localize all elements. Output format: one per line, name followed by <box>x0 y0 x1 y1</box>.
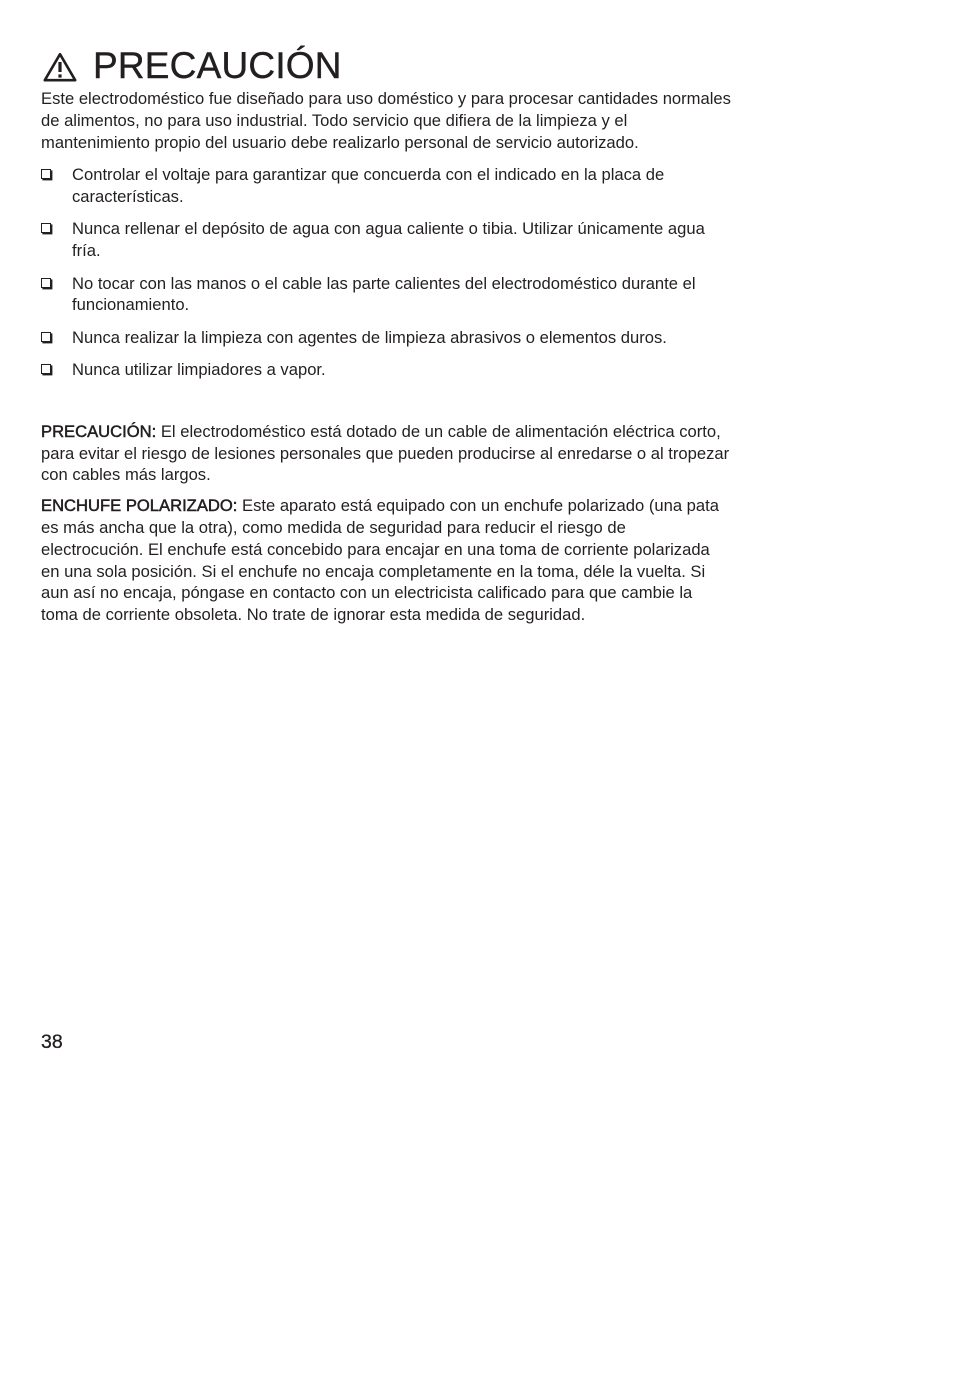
warning-triangle-icon <box>43 52 77 82</box>
page-title: PRECAUCIÓN <box>93 45 342 86</box>
section-header <box>41 44 731 88</box>
polarized-plug-label: ENCHUFE POLARIZADO: <box>41 496 238 516</box>
polarized-plug-text: Este aparato está equipado con un enchufe polarizado (una pata es más ancha que la otra), como medida de seguridad para reducir el riesgo de electrocución. El enchufe está concebido para encajar en una toma de corriente polarizada en una sola posición. Si el enchufe no encaja completamente en la toma, déle la vuelta. Si aun así no encaja, póngase en contacto con un electricista calificado para que cambie la toma de corriente obsoleta. No trate de ignorar esta medida de seguridad. <box>41 496 719 625</box>
list-item <box>41 359 731 381</box>
list-item <box>41 273 731 317</box>
precaution-list <box>41 164 731 380</box>
page-content <box>41 44 731 626</box>
polarized-plug-note <box>41 495 731 626</box>
list-item-text: Controlar el voltaje para garantizar que concuerda con el indicado en la placa de características. <box>72 165 665 207</box>
caution-label: PRECAUCIÓN: <box>41 421 157 441</box>
list-item-text: Nunca rellenar el depósito de agua con agua caliente o tibia. Utilizar únicamente agua fría. <box>72 219 705 261</box>
checkbox-bullet-icon <box>41 223 51 233</box>
checkbox-bullet-icon <box>41 169 51 179</box>
page-number: 38 <box>41 1031 63 1053</box>
list-item <box>41 218 731 262</box>
checkbox-bullet-icon <box>41 332 51 342</box>
list-item-text: No tocar con las manos o el cable las parte calientes del electrodoméstico durante el funcionamiento. <box>72 273 696 315</box>
checkbox-bullet-icon <box>41 364 51 374</box>
list-item <box>41 327 731 349</box>
intro-paragraph: Este electrodoméstico fue diseñado para uso doméstico y para procesar cantidades normales de alimentos, no para uso industrial. Todo servicio que difiera de la limpieza y el mantenimiento propio del usuario debe realizarlo personal de servicio autorizado. <box>41 89 731 152</box>
caution-note <box>41 421 731 486</box>
list-item-text: Nunca utilizar limpiadores a vapor. <box>72 359 326 379</box>
list-item <box>41 164 731 208</box>
list-item-text: Nunca realizar la limpieza con agentes de limpieza abrasivos o elementos duros. <box>72 327 667 347</box>
caution-text: El electrodoméstico está dotado de un cable de alimentación eléctrica corto, para evitar el riesgo de lesiones personales que pueden producirse al enredarse o al tropezar con cables más largos. <box>41 421 730 485</box>
checkbox-bullet-icon <box>41 278 51 288</box>
